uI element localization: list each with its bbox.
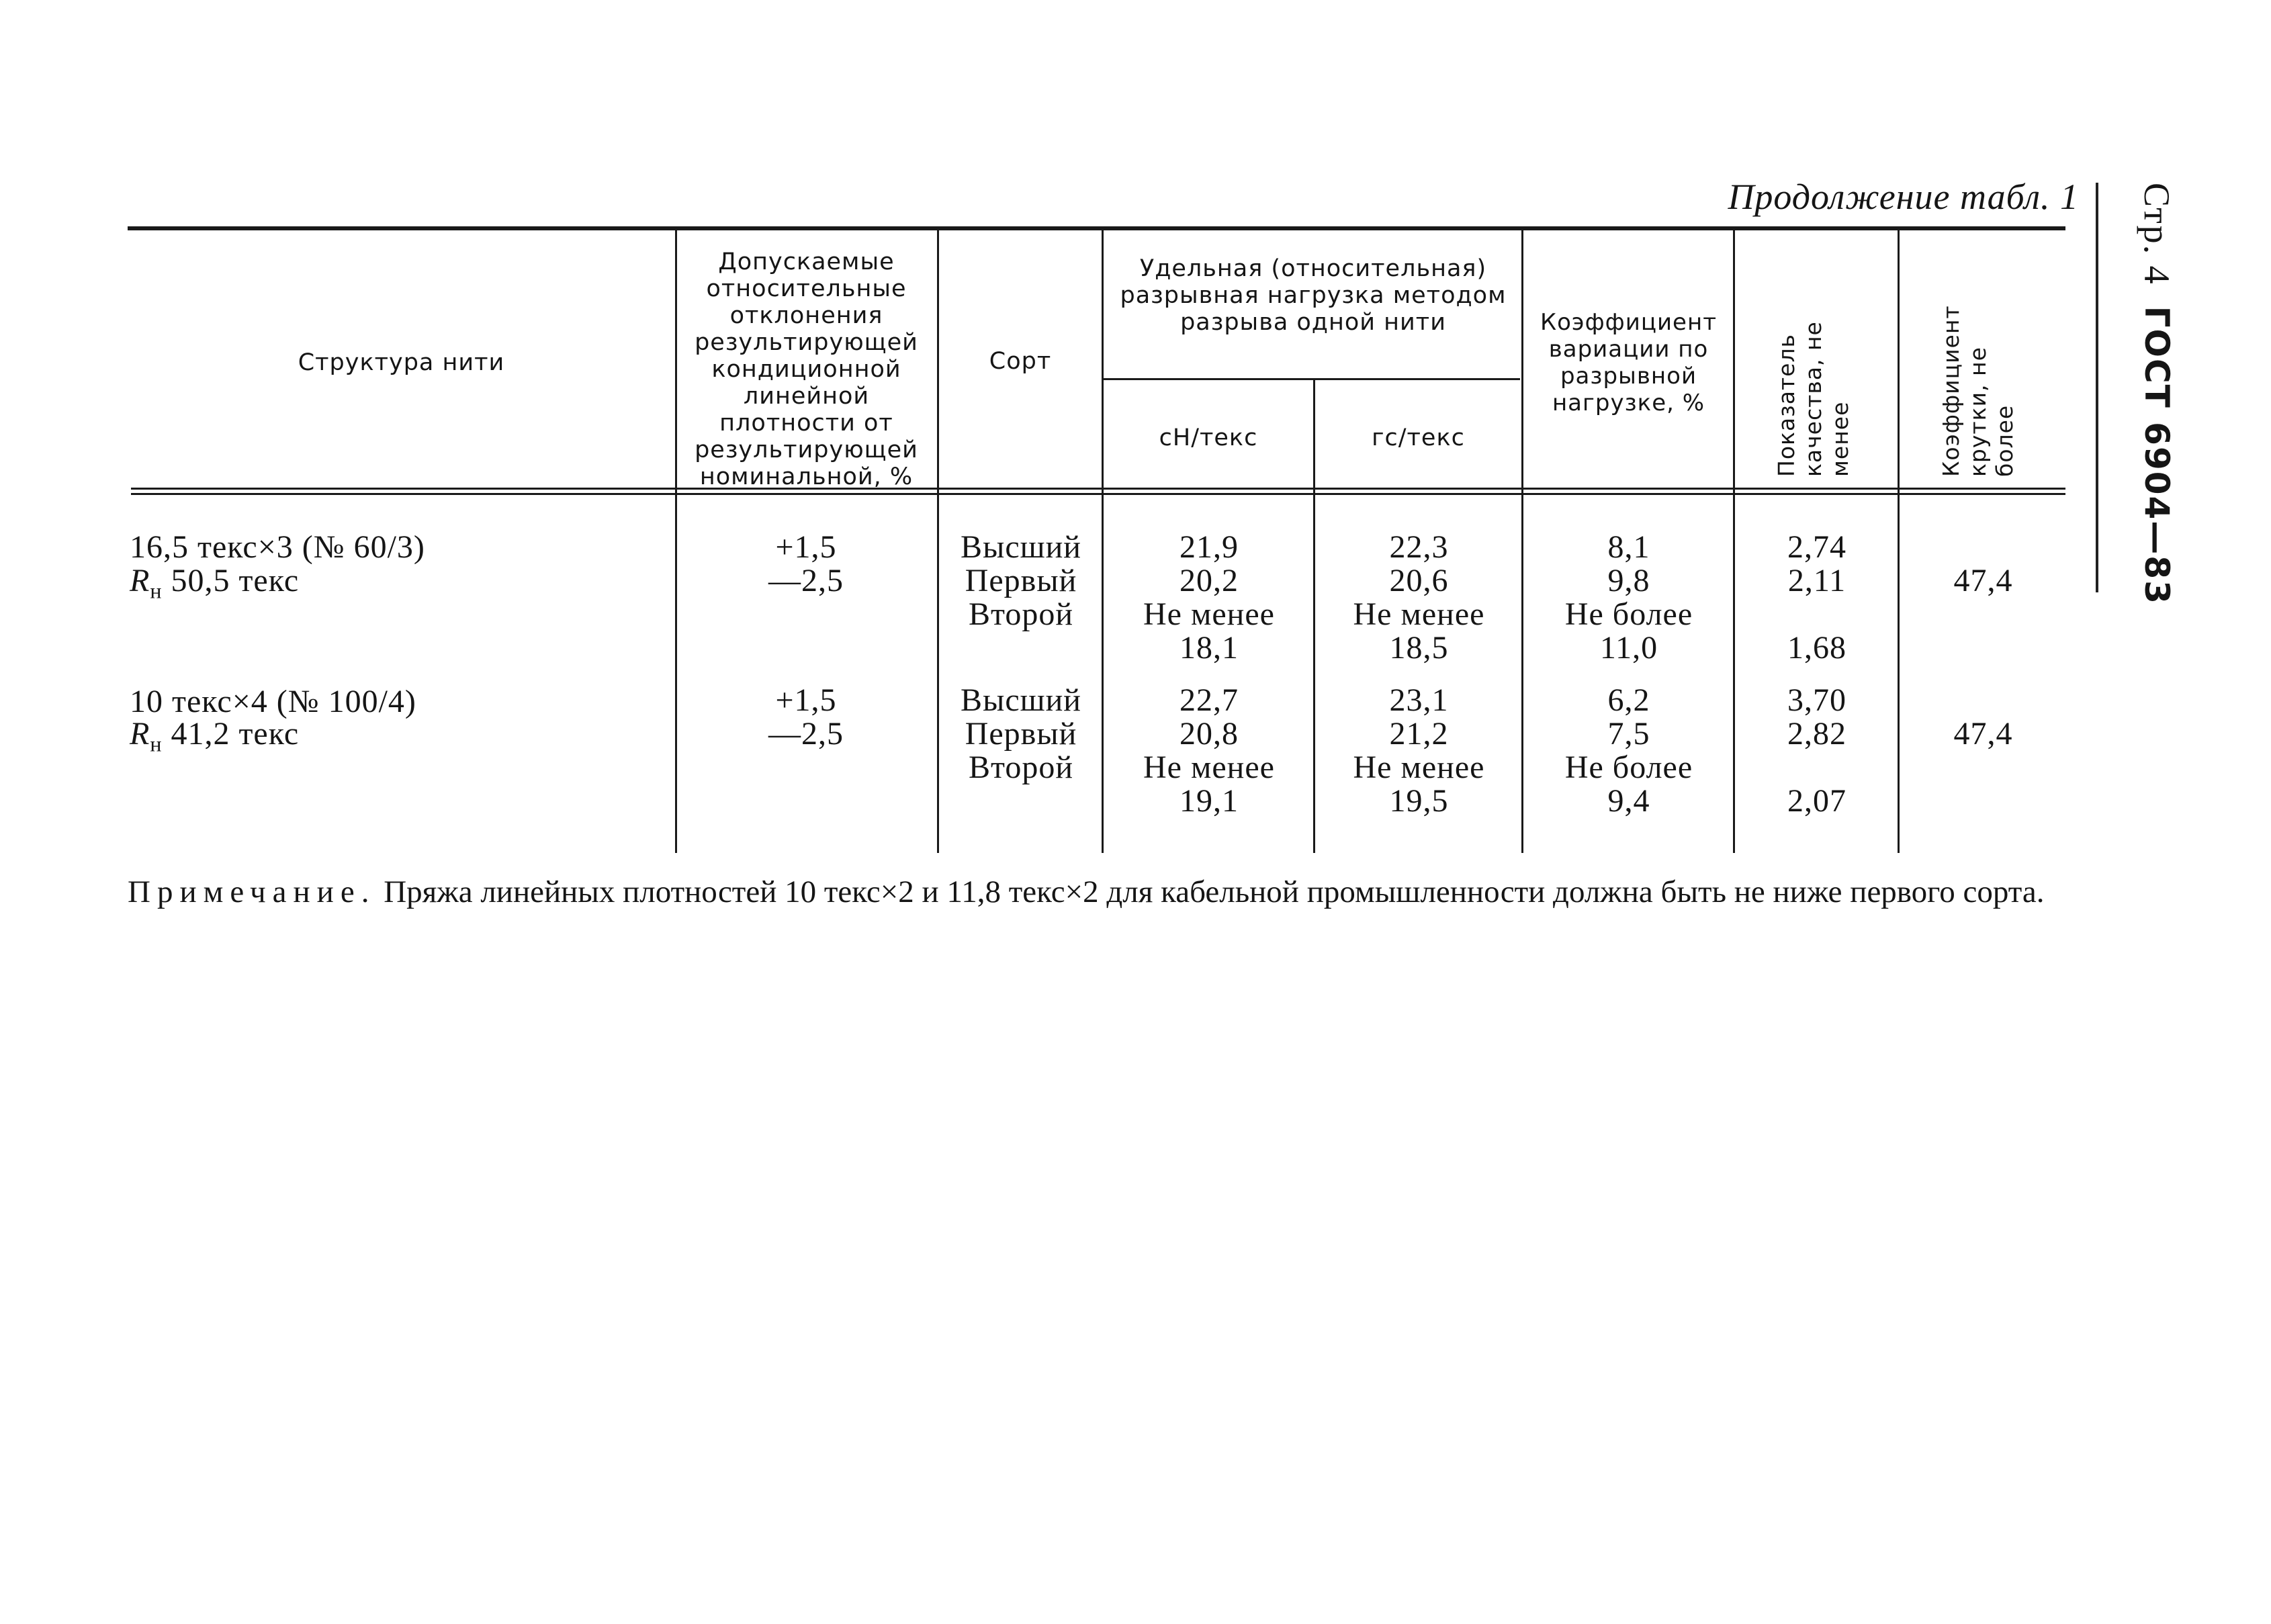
quality: 2,74 bbox=[1787, 529, 1846, 565]
variation: Не более bbox=[1564, 750, 1693, 785]
quality: 1,68 bbox=[1787, 630, 1846, 666]
load-cn: 20,8 bbox=[1179, 716, 1239, 752]
variation: Не более bbox=[1564, 596, 1693, 632]
deviation-plus: +1,5 bbox=[775, 529, 837, 565]
column-divider bbox=[1313, 379, 1315, 853]
variation: 11,0 bbox=[1599, 630, 1658, 666]
column-divider bbox=[1733, 228, 1735, 853]
table-note bbox=[128, 873, 2049, 911]
page-number: Стр. 4 bbox=[2137, 183, 2177, 285]
load-cn: 20,2 bbox=[1179, 563, 1239, 598]
resultant-density: 50,5 текс bbox=[162, 563, 300, 598]
grade: Второй bbox=[968, 596, 1074, 632]
grade: Второй bbox=[968, 750, 1074, 785]
header-structure: Структура нити bbox=[298, 349, 505, 376]
load-gs: 18,5 bbox=[1389, 630, 1449, 666]
r-subscript: н bbox=[150, 578, 163, 603]
load-gs: Не менее bbox=[1353, 596, 1485, 632]
load-gs: 23,1 bbox=[1389, 682, 1449, 718]
grade: Высший bbox=[961, 529, 1081, 565]
column-divider bbox=[937, 228, 939, 853]
load-gs: 20,6 bbox=[1389, 563, 1449, 598]
twist: 47,4 bbox=[1953, 563, 2013, 598]
quality: 2,11 bbox=[1787, 563, 1846, 598]
header-load-gs: гс/текс bbox=[1372, 424, 1465, 451]
load-gs: 22,3 bbox=[1389, 529, 1449, 565]
header-twist: Коэффициент крутки, не более bbox=[1938, 305, 2018, 477]
table-caption: Продолжение табл. 1 bbox=[1728, 177, 2079, 217]
header-quality: Показатель качества, не менее bbox=[1773, 321, 1853, 477]
deviation-minus: —2,5 bbox=[768, 716, 844, 752]
variation: 9,8 bbox=[1607, 563, 1650, 598]
variation: 9,4 bbox=[1607, 783, 1650, 819]
load-cn: 18,1 bbox=[1179, 630, 1239, 666]
load-gs: Не менее bbox=[1353, 750, 1485, 785]
r-symbol: R bbox=[130, 716, 150, 752]
load-cn: 21,9 bbox=[1179, 529, 1239, 565]
load-cn: 22,7 bbox=[1179, 682, 1239, 718]
header-bottom-rule bbox=[131, 488, 2065, 490]
side-running-header bbox=[2096, 183, 2179, 605]
header-grade: Сорт bbox=[989, 348, 1052, 375]
deviation-minus: —2,5 bbox=[768, 563, 844, 598]
row-structure-line2 bbox=[130, 564, 299, 608]
load-cn: 19,1 bbox=[1179, 783, 1239, 819]
top-rule bbox=[128, 226, 2065, 230]
header-load-cn: сН/текс bbox=[1159, 424, 1258, 451]
grade: Высший bbox=[961, 682, 1081, 718]
variation: 6,2 bbox=[1607, 682, 1650, 718]
twist: 47,4 bbox=[1953, 716, 2013, 752]
load-gs: 21,2 bbox=[1389, 716, 1449, 752]
column-divider bbox=[1102, 228, 1104, 853]
load-cn: Не менее bbox=[1143, 596, 1275, 632]
header-variation: Коэффициент вариации по разрывной нагрузке, % bbox=[1540, 309, 1718, 416]
header-bottom-rule-2 bbox=[131, 493, 2065, 495]
header-deviation: Допускаемые относительные отклонения результирующей кондиционной линейной плотности от результирующей номинальной, % bbox=[695, 249, 918, 490]
quality: 2,82 bbox=[1787, 716, 1846, 752]
r-subscript: н bbox=[150, 731, 163, 756]
header-load-group: Удельная (относительная) разрывная нагрузка методом разрыва одной нити bbox=[1120, 255, 1507, 336]
variation: 7,5 bbox=[1607, 716, 1650, 752]
grade: Первый bbox=[965, 716, 1077, 752]
column-divider bbox=[1521, 228, 1523, 853]
load-gs: 19,5 bbox=[1389, 783, 1449, 819]
grade: Первый bbox=[965, 563, 1077, 598]
deviation-plus: +1,5 bbox=[775, 682, 837, 718]
standard-number: ГОСТ 6904—83 bbox=[2137, 306, 2176, 605]
note-label: Примечание. bbox=[128, 874, 376, 909]
variation: 8,1 bbox=[1607, 529, 1650, 565]
column-divider bbox=[1898, 228, 1900, 853]
column-divider bbox=[675, 228, 677, 853]
load-cn: Не менее bbox=[1143, 750, 1275, 785]
row-structure-line2 bbox=[130, 717, 299, 761]
r-symbol: R bbox=[130, 563, 150, 598]
quality: 3,70 bbox=[1787, 682, 1846, 718]
quality: 2,07 bbox=[1787, 783, 1846, 819]
subheader-rule bbox=[1104, 378, 1520, 380]
row-structure-line1: 10 текс×4 (№ 100/4) bbox=[130, 684, 416, 719]
note-text: Пряжа линейных плотностей 10 текс×2 и 11,8 текс×2 для кабельной промышленности должна быть не ниже первого сорта. bbox=[375, 874, 2045, 909]
row-structure-line1: 16,5 текс×3 (№ 60/3) bbox=[130, 529, 425, 565]
resultant-density: 41,2 текс bbox=[162, 716, 300, 752]
